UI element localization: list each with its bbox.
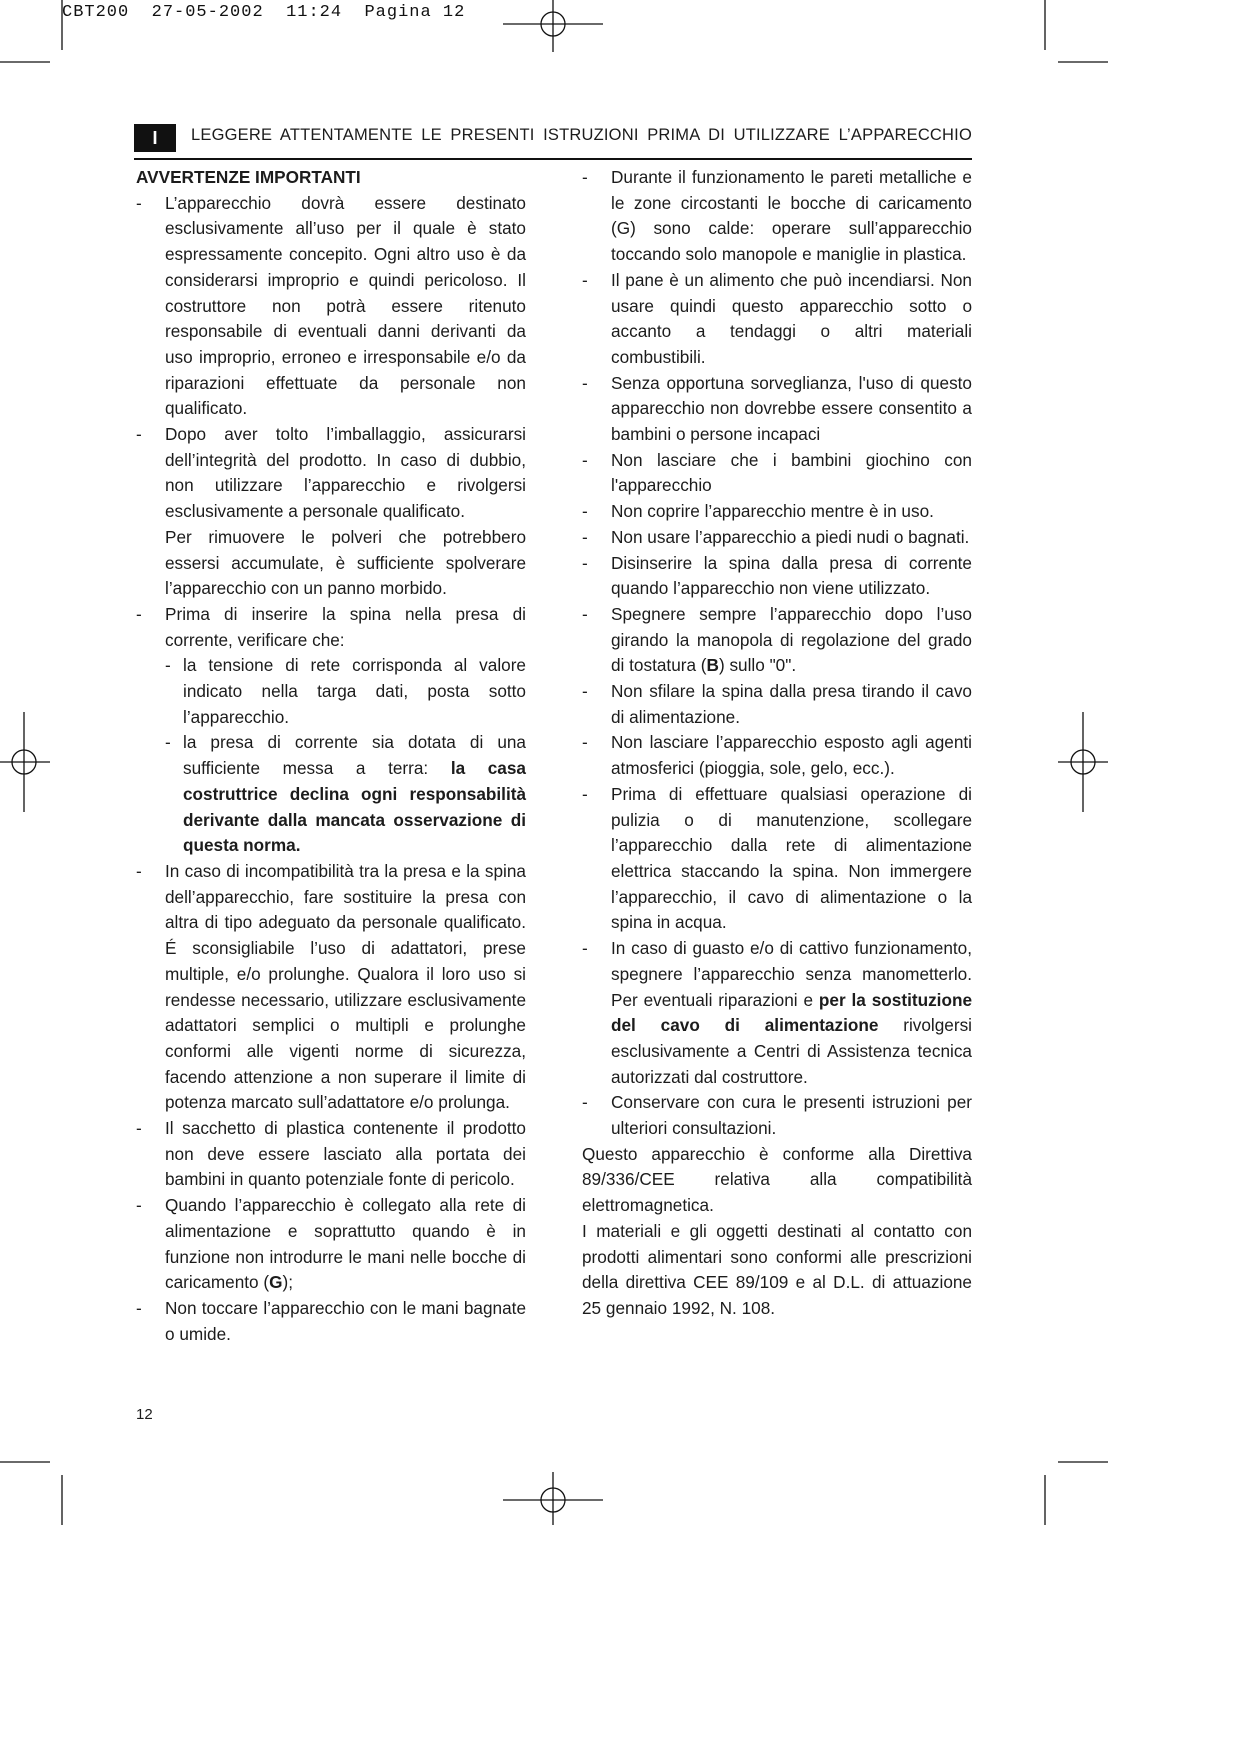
item-text: Non coprire l’apparecchio mentre è in uso.: [611, 501, 934, 522]
list-item: [136, 602, 526, 859]
item-text: L’apparecchio dovrà essere destinato esclusivamente all’uso per il quale è stato espressamente concepito. Ogni altro uso è da considerarsi improprio e quindi pericoloso. Il costruttore non potrà essere ritenuto responsabile di eventuali danni derivanti da uso improprio, erroneo e irresponsabile e/o da riparazioni effettuate da personale non qualificato.: [165, 192, 526, 419]
registration-mark-bottom: [503, 1472, 603, 1525]
item-text-end: );: [282, 1272, 293, 1293]
item-bold-text: G: [269, 1272, 283, 1293]
item-text: In caso di guasto e/o di cattivo funzionamento, spegnere l’apparecchio senza manometterlo. Per eventuali riparazioni e: [611, 938, 972, 1010]
section-title: AVVERTENZE IMPORTANTI: [136, 167, 361, 187]
slug-date: 27-05-2002: [151, 3, 264, 22]
header-title: LEGGERE ATTENTAMENTE LE PRESENTI ISTRUZIONI PRIMA DI UTILIZZARE L’APPARECCHIO: [191, 126, 972, 144]
registration-mark-left: [0, 712, 50, 812]
item-text-end: ) sullo "0".: [718, 655, 797, 676]
warnings-list-left: [136, 191, 526, 1348]
list-item: [582, 679, 972, 730]
list-item: [136, 422, 526, 602]
language-badge: I: [134, 124, 176, 152]
item-text: Il sacchetto di plastica contenente il prodotto non deve essere lasciato alla portata dei bambini in quanto potenziale fonte di pericolo.: [165, 1118, 526, 1190]
list-item: [136, 1116, 526, 1193]
item-text: Durante il funzionamento le pareti metalliche e le zone circostanti le bocche di caricamento (G) sono calde: operare sull’apparecchio toccando solo manopole e maniglie in plastica.: [611, 167, 972, 265]
item-text: Non sfilare la spina dalla presa tirando il cavo di alimentazione.: [611, 681, 972, 727]
sub-item-text: la presa di corrente sia dotata di una sufficiente messa a terra:: [183, 732, 526, 779]
page-number: 12: [136, 1406, 153, 1423]
left-column: [136, 165, 526, 1347]
sub-item-bold-text: la casa costruttrice declina ogni responsabilità derivante dalla mancata osservazione di questa norma.: [183, 758, 526, 856]
list-item: [582, 551, 972, 602]
list-item: [582, 268, 972, 371]
item-text: Senza opportuna sorveglianza, l'uso di questo apparecchio non dovrebbe essere consentito a bambini o persone incapaci: [611, 372, 972, 445]
item-text-end: rivolgersi esclusivamente a Centri di Assistenza tecnica autorizzati dal costruttore.: [611, 1015, 972, 1087]
item-text: Non toccare l’apparecchio con le mani bagnate o umide.: [165, 1297, 526, 1344]
item-text: Conservare con cura le presenti istruzioni per ulteriori consultazioni.: [611, 1092, 972, 1139]
list-item: [582, 448, 972, 499]
conformity-paragraph: Questo apparecchio è conforme alla Direttiva 89/336/CEE relativa alla compatibilità elettromagnetica.: [582, 1143, 972, 1216]
item-text: Quando l’apparecchio è collegato alla rete di alimentazione e soprattutto quando è in funzione non introdurre le mani nelle bocche di caricamento (: [165, 1195, 526, 1293]
item-text: Il pane è un alimento che può incendiarsi. Non usare quindi questo apparecchio sotto o accanto a tendaggi o altri materiali combustibili.: [611, 269, 972, 367]
item-text: Dopo aver tolto l’imballaggio, assicurarsi dell’integrità del prodotto. In caso di dubbio, non utilizzare l’apparecchio e rivolgersi esclusivamente a personale qualificato.: [165, 424, 526, 522]
item-bold-text: B: [706, 655, 719, 676]
list-item: [582, 371, 972, 448]
item-text: Prima di effettuare qualsiasi operazione di pulizia o di manutenzione, scollegare l’apparecchio dalla rete di alimentazione elettrica staccando la spina. Non immergere l’apparecchio, il cavo di alimentazione o la spina in acqua.: [611, 783, 972, 933]
page-header: [134, 124, 972, 160]
sub-list-item: [165, 653, 526, 730]
list-item: [582, 1090, 972, 1141]
item-text: In caso di incompatibilità tra la presa e la spina dell’apparecchio, fare sostituire la presa con altra di tipo adeguato da personale qualificato. É sconsigliabile l’uso di adattatori, prese multiple, e/o prolunghe. Qualora il loro uso si rendesse necessario, utilizzare esclusivamente adattatori semplici o multipli e prolunghe conformi alle vigenti norme di sicurezza, facendo attenzione a non superare il limite di potenza marcato sull’adattatore e/o prolunga.: [165, 860, 526, 1113]
list-item: [136, 1296, 526, 1347]
item-text: Non lasciare l’apparecchio esposto agli agenti atmosferici (pioggia, sole, gelo, ecc.).: [611, 732, 972, 779]
item-text: Prima di inserire la spina nella presa di corrente, verificare che:: [165, 603, 526, 650]
list-item: [582, 165, 972, 268]
slug-time: 11:24: [286, 3, 343, 22]
item-text: Disinserire la spina dalla presa di corrente quando l’apparecchio non viene utilizzato.: [611, 552, 972, 599]
sub-list: [165, 653, 526, 859]
slug-code: CBT200: [62, 3, 130, 22]
list-item: [582, 499, 972, 525]
item-extra-text: Per rimuovere le polveri che potrebbero essersi accumulate, è sufficiente spolverare l’apparecchio con un panno morbido.: [165, 526, 526, 599]
list-item: [582, 782, 972, 936]
warnings-list-right: [582, 165, 972, 1142]
right-column: [582, 165, 972, 1322]
slug-page-label: Pagina 12: [364, 3, 466, 22]
item-text: Non lasciare che i bambini giochino con l'apparecchio: [611, 449, 972, 496]
item-text: Non usare l’apparecchio a piedi nudi o bagnati.: [611, 526, 970, 547]
item-text: Spegnere sempre l’apparecchio dopo l’uso girando la manopola di regolazione del grado di tostatura (: [611, 603, 972, 676]
materials-paragraph: I materiali e gli oggetti destinati al contatto con prodotti alimentari sono conformi alle prescrizioni della direttiva CEE 89/109 e al D.L. di attuazione 25 gennaio 1992, N. 108.: [582, 1220, 972, 1318]
sub-list-item: [165, 730, 526, 859]
sub-item-text: la tensione di rete corrisponda al valore indicato nella targa dati, posta sotto l’apparecchio.: [183, 655, 526, 727]
list-item: [582, 525, 972, 551]
list-item: [582, 936, 972, 1090]
item-bold-text: per la sostituzione del cavo di alimentazione: [611, 989, 972, 1036]
registration-mark-top: [503, 0, 603, 52]
registration-mark-right: [1058, 712, 1108, 812]
list-item: [136, 859, 526, 1116]
list-item: [136, 191, 526, 422]
list-item: [136, 1193, 526, 1296]
list-item: [582, 730, 972, 781]
list-item: [582, 602, 972, 679]
